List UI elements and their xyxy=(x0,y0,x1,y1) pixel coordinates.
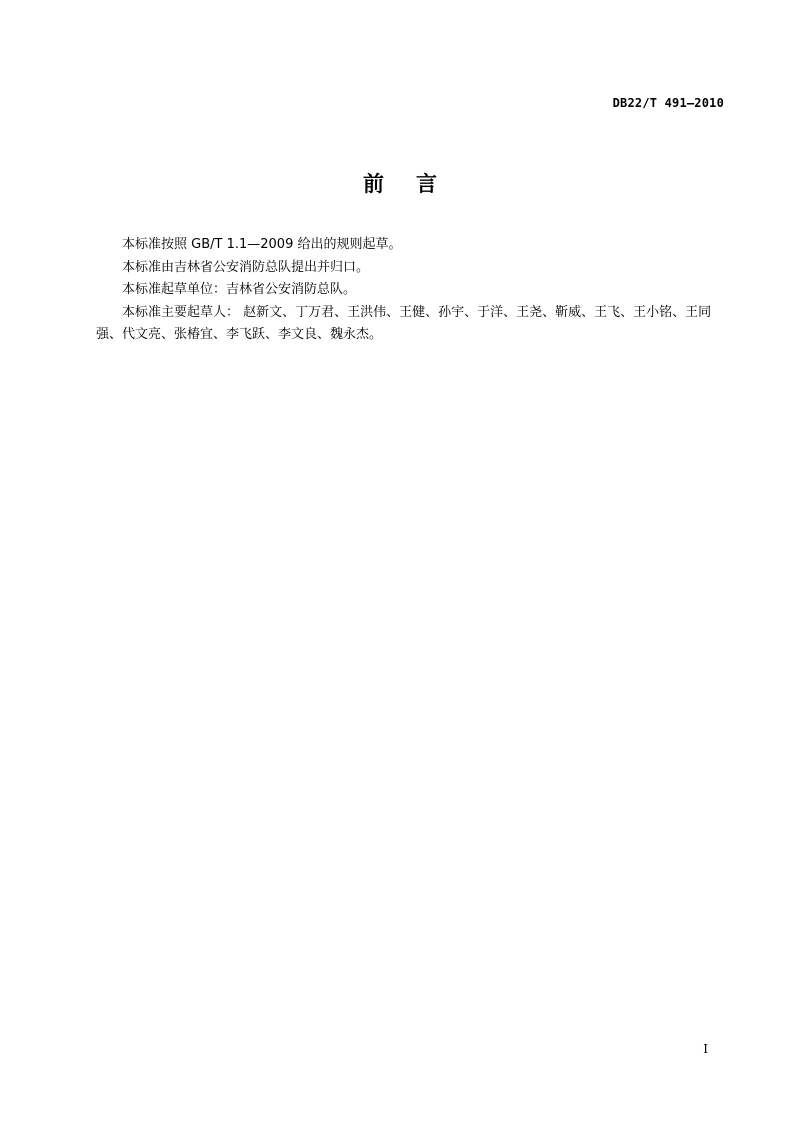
page-title: 前言 xyxy=(363,172,469,196)
foreword-body xyxy=(96,234,724,347)
page-number: I xyxy=(703,1042,708,1056)
document-code: DB22/T 491—2010 xyxy=(612,96,724,110)
foreword-paragraph-drafting-unit: 本标准起草单位：吉林省公安消防总队。 xyxy=(122,282,357,297)
foreword-paragraph-drafters: 本标准主要起草人： 赵新文、丁万君、王洪伟、王健、孙宇、于洋、王尧、靳威、王飞、王小铭、王同强、代文亮、张椿宜、李飞跃、李文良、魏永杰。 xyxy=(96,304,712,342)
foreword-paragraph-proposer: 本标准由吉林省公安消防总队提出并归口。 xyxy=(122,259,370,275)
foreword-paragraph-drafting-rules: 本标准按照 GB/T 1.1—2009 给出的规则起草。 xyxy=(122,237,402,252)
